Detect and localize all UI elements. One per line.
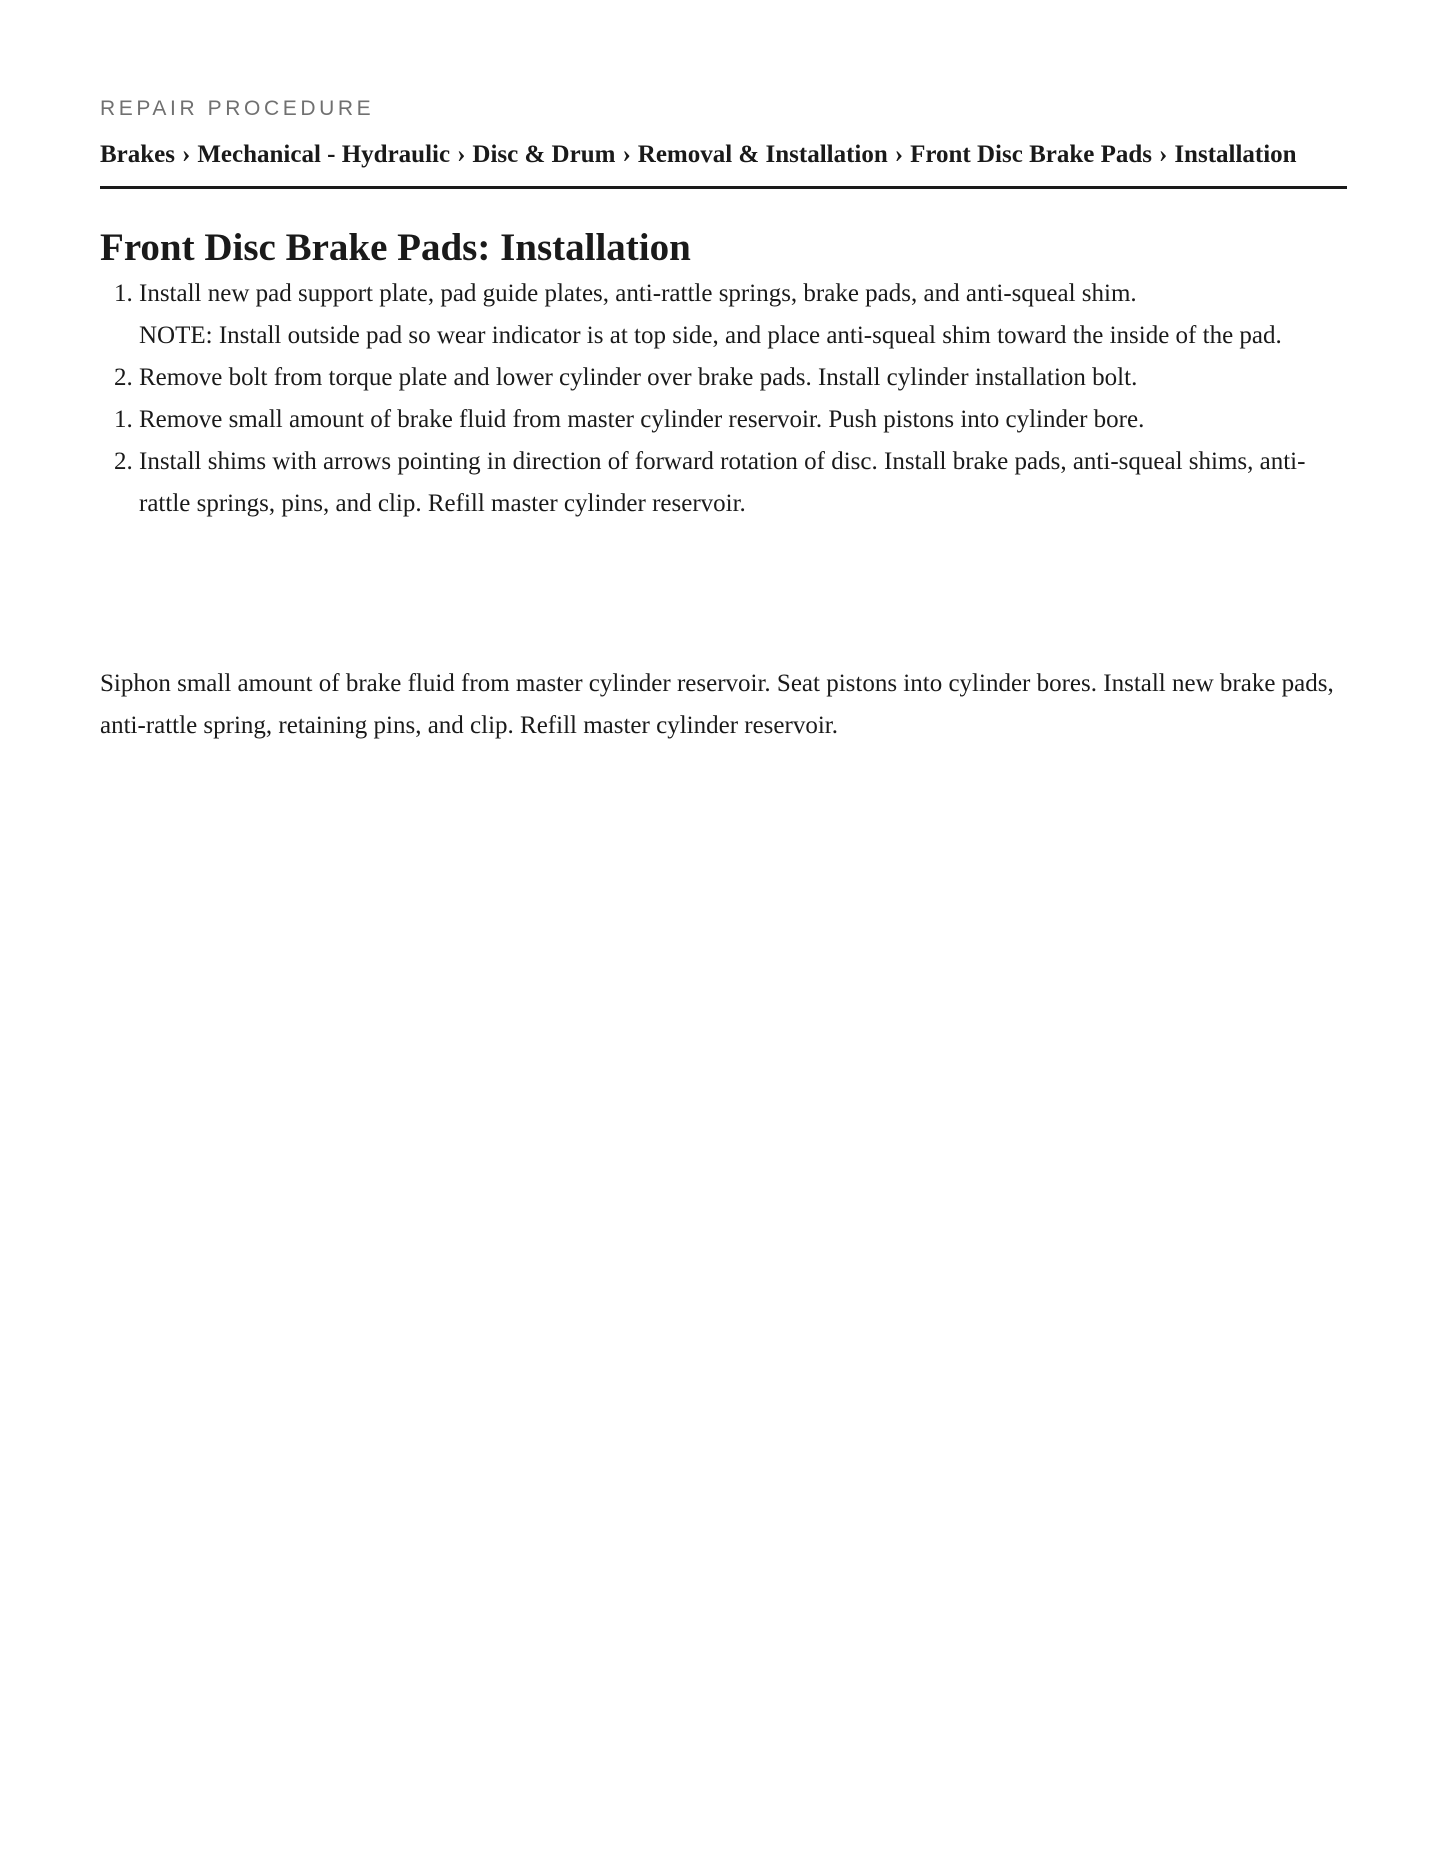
- step-text: Install new pad support plate, pad guide plates, anti-rattle springs, brake pads, and anti-squeal shim.: [139, 280, 1137, 307]
- breadcrumb-item[interactable]: Removal & Installation: [637, 141, 888, 168]
- step-text: Remove small amount of brake fluid from master cylinder reservoir. Push pistons into cylinder bore.: [139, 406, 1145, 433]
- breadcrumb-separator: ›: [622, 141, 631, 168]
- breadcrumb-separator: ›: [1159, 141, 1168, 168]
- list-item: [139, 273, 1347, 357]
- step-text: Install shims with arrows pointing in direction of forward rotation of disc. Install brake pads, anti-squeal shims, anti-rattle springs, pins, and clip. Refill master cylinder reservoir.: [139, 448, 1306, 517]
- breadcrumb-item[interactable]: Mechanical - Hydraulic: [197, 141, 451, 168]
- breadcrumb-item[interactable]: Brakes: [100, 141, 175, 168]
- procedure-steps-1: [100, 273, 1347, 399]
- step-note: NOTE: Install outside pad so wear indicator is at top side, and place anti-squeal shim toward the inside of the pad.: [139, 322, 1282, 349]
- breadcrumb-separator: ›: [894, 141, 904, 168]
- breadcrumb-item-current: Installation: [1174, 141, 1297, 168]
- breadcrumb-item[interactable]: Front Disc Brake Pads: [910, 141, 1152, 168]
- page-title: Front Disc Brake Pads: Installation: [100, 226, 691, 269]
- list-item: [139, 441, 1347, 525]
- breadcrumb-separator: ›: [457, 141, 466, 168]
- document-page: [100, 94, 1347, 747]
- list-item: [139, 399, 1347, 441]
- breadcrumb-item[interactable]: Disc & Drum: [472, 141, 616, 168]
- list-item: [139, 357, 1347, 399]
- procedure-steps-2: [100, 399, 1347, 525]
- step-text: Remove bolt from torque plate and lower cylinder over brake pads. Install cylinder installation bolt.: [139, 364, 1138, 391]
- section-label: REPAIR PROCEDURE: [100, 97, 375, 120]
- breadcrumb: [100, 138, 1347, 189]
- breadcrumb-separator: ›: [182, 141, 191, 168]
- procedure-paragraph: Siphon small amount of brake fluid from master cylinder reservoir. Seat pistons into cylinder bores. Install new brake pads, anti-rattle spring, retaining pins, and clip. Refill master cylinder reservoir.: [100, 670, 1334, 739]
